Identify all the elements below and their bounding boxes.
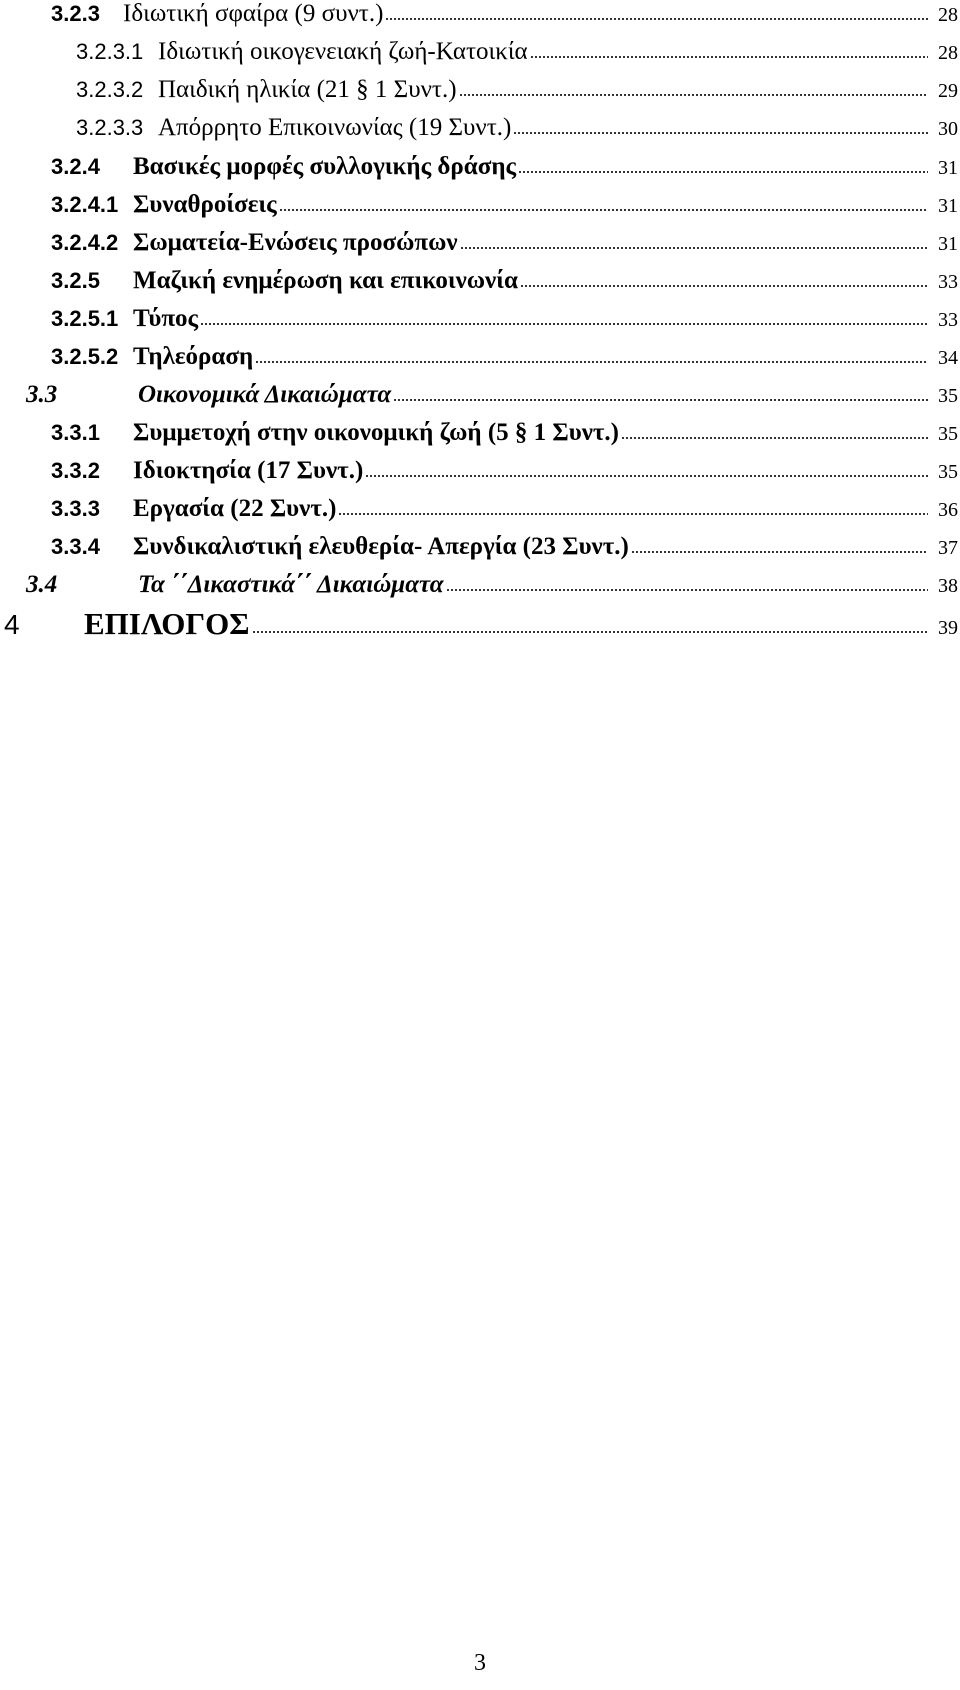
dot-leader: [279, 208, 928, 212]
toc-entry-3-3-4[interactable]: [0, 533, 960, 561]
toc-entry-3-2-3[interactable]: [0, 0, 960, 28]
toc-entry-page: 37: [938, 537, 958, 559]
toc-entry-3-3-2[interactable]: [0, 457, 960, 485]
toc-entry-number: 4: [4, 609, 20, 640]
toc-entry-page: 31: [938, 195, 958, 217]
dot-leader: [338, 512, 928, 516]
dot-leader: [513, 131, 928, 135]
toc-entry-page: 36: [938, 499, 958, 521]
toc-entry-number: 3.2.3: [51, 1, 100, 26]
dot-leader: [252, 630, 929, 634]
toc-entry-page: 35: [938, 461, 958, 483]
toc-entry-title: Ιδιοκτησία (17 Συντ.): [133, 457, 364, 484]
toc-entry-title: Συνδικαλιστική ελευθερία- Απεργία (23 Συντ.): [133, 533, 629, 560]
toc-entry-page: 39: [938, 617, 958, 639]
dot-leader: [385, 17, 928, 21]
dot-leader: [460, 246, 928, 250]
toc-entry-page: 35: [938, 423, 958, 445]
toc-entry-number: 3.2.5.2: [51, 344, 119, 369]
toc-entry-title: Συμμετοχή στην οικονομική ζωή (5 § 1 Συντ.): [133, 419, 619, 446]
toc-entry-3-4[interactable]: [0, 571, 960, 599]
toc-entry-page: 31: [938, 233, 958, 255]
toc-entry-number: 3.2.5: [51, 268, 100, 293]
toc-entry-number: 3.2.3.1: [76, 39, 144, 64]
toc-entry-number: 3.2.4.2: [51, 230, 119, 255]
dot-leader: [631, 550, 928, 554]
toc-entry-3-2-3-1[interactable]: [0, 38, 960, 66]
toc-entry-number: 3.3.2: [51, 458, 100, 483]
toc-entry-3-2-5-1[interactable]: [0, 305, 960, 333]
toc-entry-page: 28: [938, 42, 958, 64]
toc-entry-number: 3.4: [26, 571, 58, 598]
toc-entry-title: Ιδιωτική σφαίρα (9 συντ.): [123, 0, 384, 27]
toc-entry-title: Εργασία (22 Συντ.): [133, 495, 337, 522]
toc-entry-title: Συναθροίσεις: [133, 191, 277, 218]
toc-entry-3-2-3-2[interactable]: [0, 76, 960, 104]
dot-leader: [520, 284, 928, 288]
toc-entry-number: 3.3.3: [51, 496, 100, 521]
toc-entry-3-3[interactable]: [0, 381, 960, 409]
page-number: 3: [474, 1650, 486, 1676]
toc-entry-number: 3.2.3.3: [76, 115, 144, 140]
toc-entry-3-2-3-3[interactable]: [0, 114, 960, 142]
toc-entry-3-2-4-2[interactable]: [0, 229, 960, 257]
dot-leader: [365, 474, 928, 478]
toc-entry-page: 33: [938, 271, 958, 293]
toc-entry-title: Οικονομικά Δικαιώματα: [138, 381, 392, 408]
toc-entry-3-3-1[interactable]: [0, 419, 960, 447]
toc-entry-3-3-3[interactable]: [0, 495, 960, 523]
toc-entry-number: 3.2.4: [51, 154, 100, 179]
toc-entry-number: 3.2.3.2: [76, 77, 144, 102]
toc-entry-page: 34: [938, 347, 958, 369]
dot-leader: [446, 588, 928, 592]
toc-entry-title: Βασικές μορφές συλλογικής δράσης: [133, 153, 517, 180]
toc-entry-4[interactable]: [0, 606, 960, 642]
toc-entry-title: Σωματεία-Ενώσεις προσώπων: [133, 229, 458, 256]
toc-entry-page: 31: [938, 157, 958, 179]
toc-entry-page: 28: [938, 4, 958, 26]
dot-leader: [530, 55, 928, 59]
toc-entry-title: Παιδική ηλικία (21 § 1 Συντ.): [158, 76, 457, 103]
toc-entry-3-2-4[interactable]: [0, 153, 960, 181]
dot-leader: [459, 93, 928, 97]
dot-leader: [200, 322, 928, 326]
toc-entry-title: Ιδιωτική οικογενειακή ζωή-Κατοικία: [158, 38, 528, 65]
dot-leader: [393, 398, 928, 402]
dot-leader: [255, 360, 928, 364]
toc-entry-title: Απόρρητο Επικοινωνίας (19 Συντ.): [158, 114, 512, 141]
toc-entry-number: 3.3: [26, 381, 58, 408]
toc-entry-3-2-5[interactable]: [0, 267, 960, 295]
dot-leader: [621, 436, 928, 440]
toc-entry-page: 30: [938, 118, 958, 140]
toc-entry-page: 33: [938, 309, 958, 331]
toc-entry-number: 3.3.4: [51, 534, 100, 559]
toc-entry-title: Τηλεόραση: [133, 343, 254, 370]
toc-entry-3-2-4-1[interactable]: [0, 191, 960, 219]
toc-entry-page: 38: [938, 575, 958, 597]
toc-entry-title: ΕΠΙΛΟΓΟΣ: [84, 606, 250, 641]
toc-entry-title: Τύπος: [133, 305, 199, 332]
toc-entry-number: 3.3.1: [51, 420, 100, 445]
toc-entry-page: 29: [938, 80, 958, 102]
toc-entry-3-2-5-2[interactable]: [0, 343, 960, 371]
toc-entry-number: 3.2.4.1: [51, 192, 119, 217]
toc-entry-title: Τα ΄΄Δικαστικά΄΄ Δικαιώματα: [138, 571, 444, 598]
toc-entry-page: 35: [938, 385, 958, 407]
dot-leader: [518, 170, 928, 174]
toc-entry-title: Μαζική ενημέρωση και επικοινωνία: [133, 267, 518, 294]
toc-entry-number: 3.2.5.1: [51, 306, 119, 331]
